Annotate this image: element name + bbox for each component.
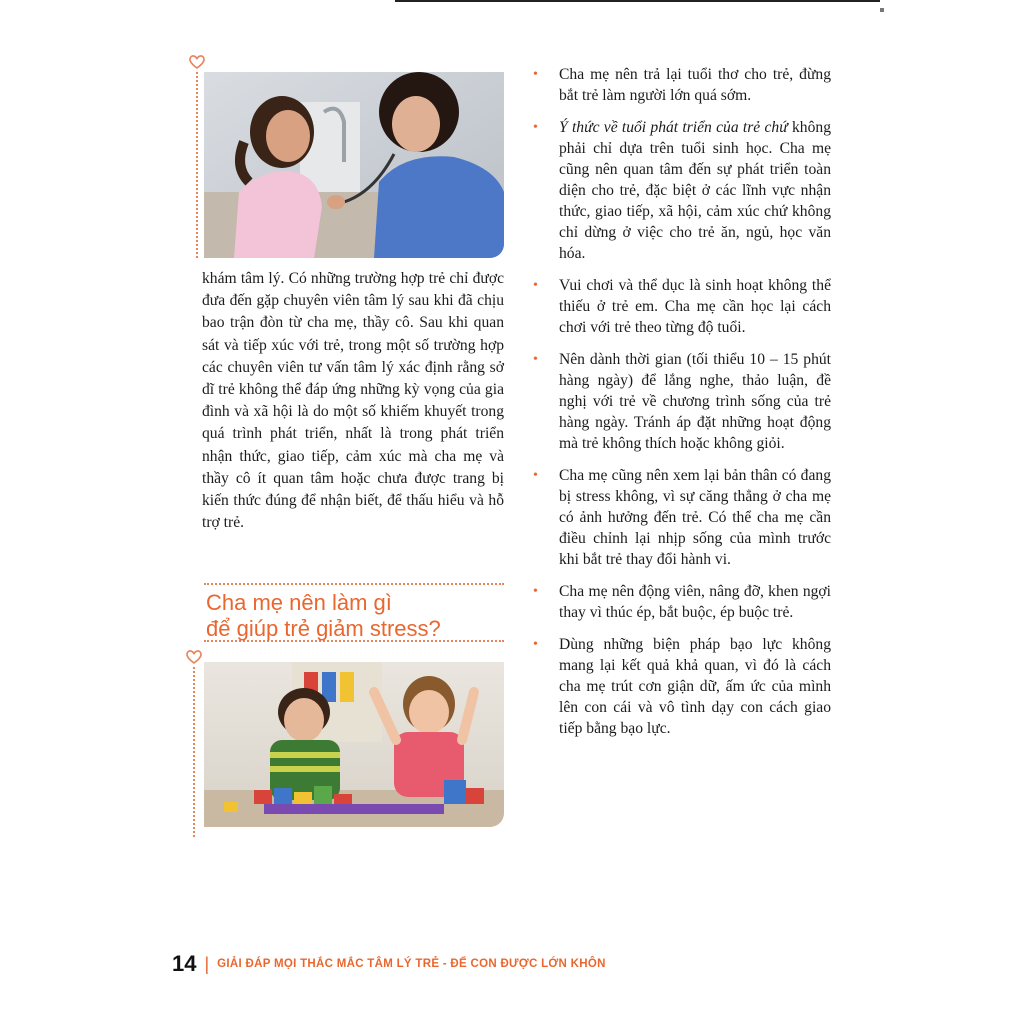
body-paragraph: khám tâm lý. Có những trường hợp trẻ chỉ được đưa đến gặp chuyên viên tâm lý sau khi đã chịu bao trận đòn từ cha mẹ, thầy cô. Sau khi quan sát và tiếp xúc với trẻ, trong một số trường hợp các chuyên viên tư vấn tâm lý xác định rằng sở dĩ trẻ không thể đáp ứng những kỳ vọng của gia đình và xã hội là do một số khiếm khuyết trong quá trình phát triển, nhất là trong phát triển nhận thức, giao tiếp, cảm xúc mà cha mẹ và thầy cô ít quan tâm hoặc chưa được trang bị kiến thức đúng để nhận biết, để thấu hiểu và hỗ trợ trẻ. — [202, 270, 504, 532]
bullet-text: Cha mẹ nên động viên, nâng đỡ, khen ngợi thay vì thúc ép, bắt buộc, ép buộc trẻ. — [559, 583, 831, 621]
heart-icon — [185, 649, 203, 665]
list-item — [527, 634, 831, 739]
dotted-line — [196, 72, 198, 258]
list-item — [527, 465, 831, 570]
list-item — [527, 275, 831, 338]
heading-line-2: để giúp trẻ giảm stress? — [206, 616, 441, 641]
heart-icon — [188, 54, 206, 70]
bullet-icon: • — [533, 120, 538, 135]
bullet-icon: • — [533, 468, 538, 483]
bullet-text: Cha mẹ nên trả lại tuổi thơ cho trẻ, đừng bắt trẻ làm người lớn quá sớm. — [559, 66, 831, 104]
top-rule — [395, 0, 880, 2]
page-number: 14 — [172, 951, 197, 976]
list-item — [527, 581, 831, 623]
heading-line-1: Cha mẹ nên làm gì — [206, 590, 392, 615]
kids-playing-photo — [204, 662, 504, 827]
bullet-icon: • — [533, 584, 538, 599]
bullet-lead: Ý thức về tuổi phát triển của trẻ chứ — [559, 119, 788, 136]
page-footer — [172, 952, 606, 976]
bullet-icon: • — [533, 352, 538, 367]
bullet-text: Dùng những biện pháp bạo lực không mang lại kết quả khả quan, vì đó là cách cha mẹ trút cơn giận dữ, ấm ức của mình lên con cái và vô tình dạy con cách giao tiếp bằng bạo lực. — [559, 636, 831, 737]
bullet-icon: • — [533, 278, 538, 293]
bullet-icon: • — [533, 637, 538, 652]
footer-separator: | — [204, 953, 210, 974]
bullet-text: Vui chơi và thể dục là sinh hoạt không thể thiếu ở trẻ em. Cha mẹ cần học lại cách chơi với trẻ theo từng độ tuổi. — [559, 277, 831, 336]
list-item — [527, 349, 831, 454]
list-item — [527, 64, 831, 106]
doctor-child-photo — [204, 72, 504, 258]
bullet-text: Cha mẹ cũng nên xem lại bản thân có đang bị stress không, vì sự căng thẳng ở cha mẹ có ảnh hưởng đến trẻ. Có thể cha mẹ cần điều chỉnh lại nhịp sống của mình trước khi bắt trẻ thay đổi hành vi. — [559, 467, 831, 568]
bullet-text: Nên dành thời gian (tối thiểu 10 – 15 phút hàng ngày) để lắng nghe, thảo luận, đề nghị với trẻ về chương trình sống của trẻ hàng ngày. Tránh áp đặt những hoạt động mà trẻ không thích hoặc không giỏi. — [559, 351, 831, 452]
bullet-text: không phải chỉ dựa trên tuổi sinh học. Cha mẹ cũng nên quan tâm đến sự phát triển toàn diện cho trẻ, đặc biệt ở các lĩnh vực nhận thức, giao tiếp, xã hội, cảm xúc chứ không chỉ dừng ở việc cho trẻ ăn, ngủ, học văn hóa. — [559, 119, 831, 262]
corner-mark — [880, 8, 884, 12]
advice-list — [527, 64, 831, 750]
dotted-line — [193, 667, 195, 837]
section-heading — [206, 590, 506, 642]
book-title: GIẢI ĐÁP MỌI THẮC MẮC TÂM LÝ TRẺ - ĐỂ CON ĐƯỢC LỚN KHÔN — [217, 958, 606, 970]
bullet-icon: • — [533, 67, 538, 82]
dotted-divider — [204, 583, 504, 585]
list-item — [527, 117, 831, 264]
